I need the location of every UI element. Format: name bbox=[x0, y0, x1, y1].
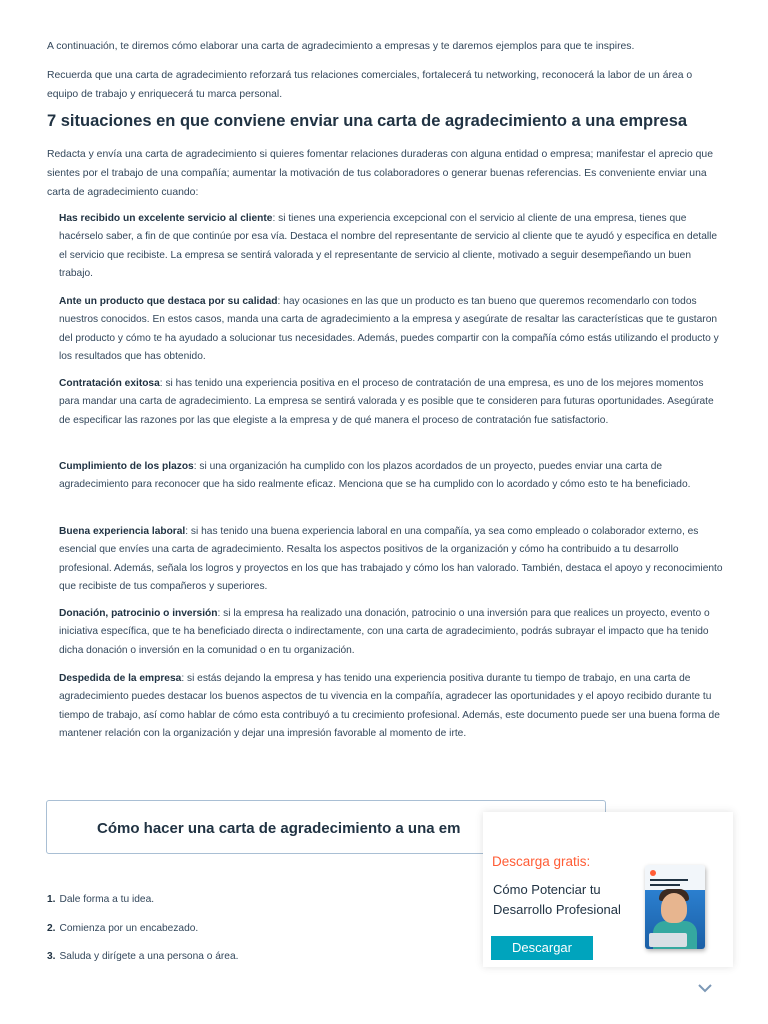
ebook-person-face bbox=[661, 893, 687, 923]
situation-title: Ante un producto que destaca por su calidad bbox=[59, 296, 278, 307]
step-text[interactable]: Saluda y dirígete a una persona o área. bbox=[59, 951, 239, 962]
steps-list bbox=[47, 890, 238, 976]
ebook-laptop bbox=[649, 933, 687, 947]
cta-kicker: Descarga gratis: bbox=[492, 854, 591, 869]
section-intro-paragraph: Redacta y envía una carta de agradecimiento si quieres fomentar relaciones duraderas con alguna entidad o empresa; manifestar el aprecio que sientes por el trabajo de una compañía; aumentar la motivación de tus colaboradores o generar buenas referencias. Es conveniente enviar una carta de agradecimiento cuando: bbox=[47, 149, 713, 198]
ebook-cover-image[interactable] bbox=[645, 865, 705, 949]
situation-text: : hay ocasiones en las que un producto es tan bueno que queremos recomendarlo con todos nuestros conocidos. En estos casos, manda una carta de agradecimiento a la empresa y asegúrate de resaltar las características que te gustaron del producto y cómo te ha ayudado a solucionar tus necesidades. Además, puedes compartir con la compañía cómo estás utilizando el producto y los resultados que has obtenido. bbox=[59, 296, 719, 363]
toc-title[interactable]: Cómo hacer una carta de agradecimiento a una em bbox=[97, 820, 461, 837]
situation-item bbox=[59, 293, 723, 367]
ebook-title-line bbox=[650, 879, 688, 881]
download-cta-widget[interactable] bbox=[483, 812, 733, 967]
situation-title: Donación, patrocinio o inversión bbox=[59, 608, 218, 619]
intro-paragraph-1: A continuación, te diremos cómo elaborar una carta de agradecimiento a empresas y te daremos ejemplos para que te inspires. bbox=[47, 41, 635, 52]
situation-item bbox=[59, 210, 723, 284]
situation-text: : si estás dejando la empresa y has tenido una experiencia positiva durante tu tiempo de trabajo, en una carta de agradecimiento puedes destacar los buenos aspectos de tu vivencia en la compañía, agradecer las oportunidades y el apoyo recibido durante tu tiempo de trabajo, así como hablar de cómo esta contribuyó a tu crecimiento profesional. Además, este documento puede ser una buena forma de mantener relación con la organización y dejar una impresión favorable al momento de irte. bbox=[59, 673, 720, 740]
cta-title-line-1: Cómo Potenciar tu bbox=[493, 882, 601, 897]
step-number: 2. bbox=[47, 922, 56, 934]
step-text[interactable]: Comienza por un encabezado. bbox=[59, 922, 199, 934]
situation-text: : si has tenido una buena experiencia laboral en una compañía, ya sea como empleado o colaborador externo, es esencial que envíes una carta de agradecimiento. Resalta los aspectos positivos de la organización y cómo ha contribuido a tu desarrollo profesional. Además, señala los logros y proyectos en los que has trabajado y cómo los han valorado. También, destaca el apoyo y reconocimiento que recibiste de tus compañeros y superiores. bbox=[59, 526, 723, 593]
intro-paragraph-2: Recuerda que una carta de agradecimiento reforzará tus relaciones comerciales, fortalecerá tu networking, reconocerá la labor de un área o equipo de trabajo y enriquecerá tu marca personal. bbox=[47, 70, 693, 100]
situation-item bbox=[59, 523, 723, 597]
situation-item bbox=[59, 605, 723, 660]
step-text[interactable]: Dale forma a tu idea. bbox=[59, 894, 155, 905]
ebook-logo bbox=[650, 870, 656, 876]
situation-title: Cumplimiento de los plazos bbox=[59, 461, 194, 472]
section-heading: 7 situaciones en que conviene enviar una carta de agradecimiento a una empresa bbox=[47, 112, 688, 130]
situation-title: Contratación exitosa bbox=[59, 378, 160, 389]
download-button[interactable]: Descargar bbox=[491, 936, 593, 960]
list-item[interactable] bbox=[47, 947, 238, 976]
step-number: 1. bbox=[47, 894, 56, 905]
situation-text: : si la empresa ha realizado una donación, patrocinio o una inversión para que realices un proyecto, evento o iniciativa específica, que te ha beneficiado directa o indirectamente, con una carta de agradecimiento, podrás subrayar el impacto que ha tenido dicha donación o inversión en la comunidad o en tu organización. bbox=[59, 608, 710, 656]
list-item[interactable] bbox=[47, 919, 238, 948]
situation-title: Despedida de la empresa bbox=[59, 673, 182, 684]
situation-title: Buena experiencia laboral bbox=[59, 526, 186, 537]
chevron-down-icon[interactable] bbox=[697, 980, 713, 996]
list-item[interactable] bbox=[47, 890, 238, 919]
cta-title-line-2: Desarrollo Profesional bbox=[493, 902, 621, 917]
situation-item bbox=[59, 375, 723, 430]
situation-item bbox=[59, 458, 723, 495]
ebook-title-line bbox=[650, 884, 680, 886]
situation-item bbox=[59, 670, 723, 744]
step-number: 3. bbox=[47, 951, 56, 962]
situation-text: : si una organización ha cumplido con los plazos acordados de un proyecto, puedes enviar una carta de agradecimiento para reconocer que ha sido realmente eficaz. Menciona que se ha cumplido con lo acordado y cómo esto te ha beneficiado. bbox=[59, 461, 691, 491]
situation-text: : si has tenido una experiencia positiva en el proceso de contratación de una empresa, es uno de los mejores momentos para mandar una carta de agradecimiento. La empresa se sentirá valorada y es posible que te consideren para futuras oportunidades. Asegúrate de especificar las razones por las que elegiste a la empresa y de qué manera el proceso de contratación fue satisfactorio. bbox=[59, 378, 714, 426]
situation-text: : si tienes una experiencia excepcional con el servicio al cliente de una empresa, tienes que hacérselo saber, a fin de que continúe por esa vía. Destaca el nombre del representante de servicio al cliente que te ayudó y especifica en detalle el servicio que recibiste. La empresa se sentirá valorada y el representante de servicio al cliente, motivado a seguir desempeñando un buen trabajo. bbox=[59, 213, 718, 280]
situation-title: Has recibido un excelente servicio al cliente bbox=[59, 213, 273, 224]
